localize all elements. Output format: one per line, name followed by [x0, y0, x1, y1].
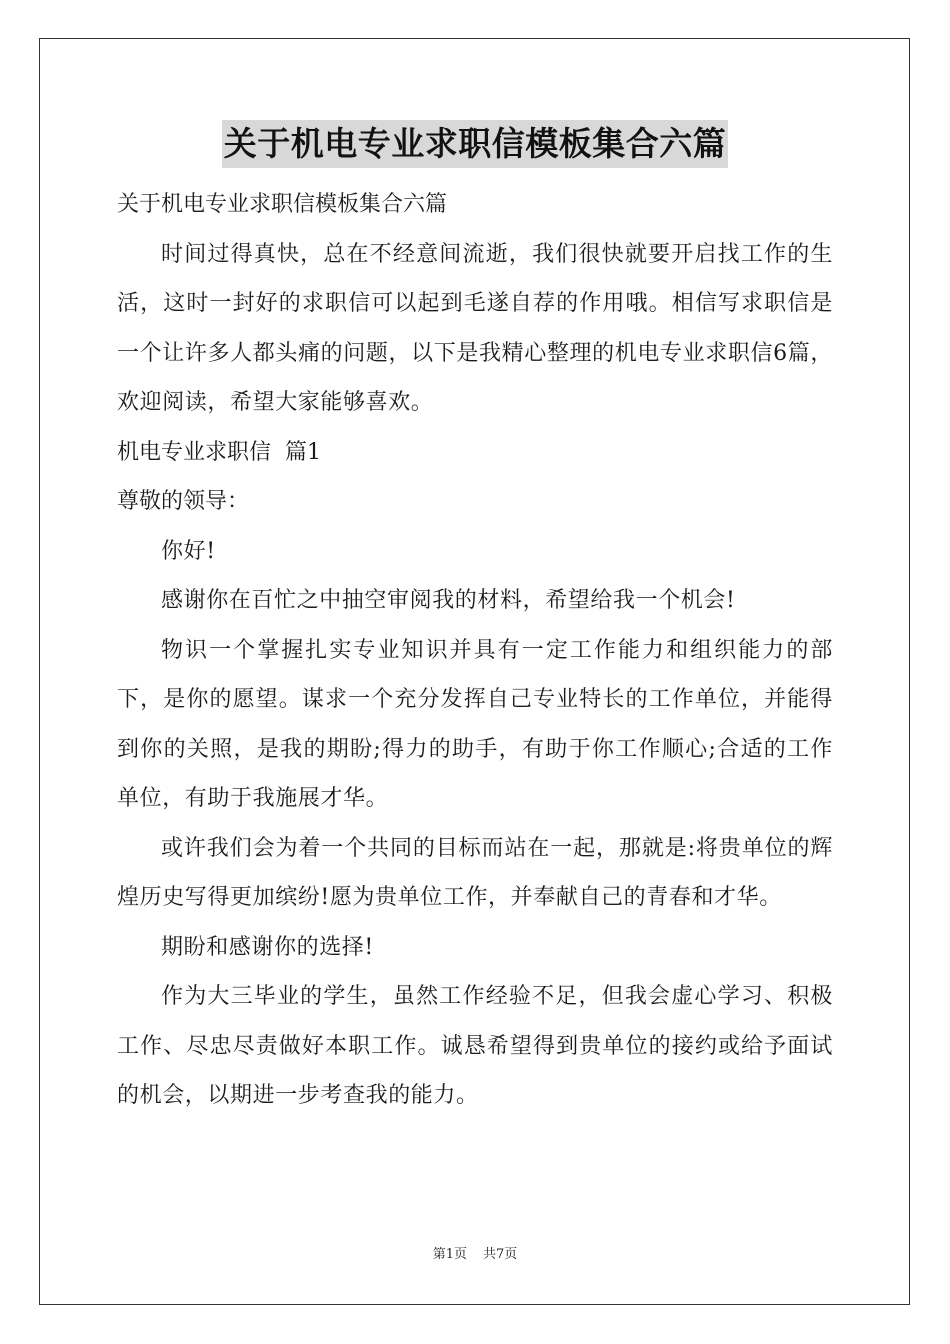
document-title: 关于机电专业求职信模板集合六篇	[222, 120, 729, 168]
page-footer	[0, 1246, 950, 1264]
document-subtitle: 关于机电专业求职信模板集合六篇	[117, 192, 448, 217]
page-number: 第1页	[432, 1247, 467, 1262]
body-paragraph-5: 期盼和感谢你的选择!	[161, 934, 374, 960]
section-heading: 机电专业求职信 篇1	[117, 439, 321, 465]
body-paragraph-2: 感谢你在百忙之中抽空审阅我的材料，希望给我一个机会!	[161, 588, 736, 613]
body-paragraph-6: 作为大三毕业的学生，虽然工作经验不足，但我会虚心学习、积极工作、尽忠尽责做好本职工作。诚恳希望得到贵单位的接约或给予面试的机会，以期进一步考查我的能力。	[117, 984, 833, 1108]
salutation: 尊敬的领导：	[117, 489, 250, 514]
page-total: 共7页	[483, 1247, 518, 1262]
intro-paragraph: 时间过得真快，总在不经意间流逝，我们很快就要开启找工作的生活，这时一封好的求职信可以起到毛遂自荐的作用哦。相信写求职信是一个让许多人都头痛的问题，以下是我精心整理的机电专业求职信6篇，欢迎阅读，希望大家能够喜欢。	[117, 241, 833, 415]
document-body	[117, 120, 833, 1121]
body-paragraph-4: 或许我们会为着一个共同的目标而站在一起，那就是:将贵单位的辉煌历史写得更加缤纷!愿为贵单位工作，并奉献自己的青春和才华。	[117, 835, 833, 910]
title-wrapper	[117, 120, 833, 170]
body-paragraph-1: 你好!	[161, 538, 216, 564]
body-paragraph-3: 物识一个掌握扎实专业知识并具有一定工作能力和组织能力的部下，是你的愿望。谋求一个充分发挥自己专业特长的工作单位，并能得到你的关照，是我的期盼;得力的助手，有助于你工作顺心;合适的工作单位，有助于我施展才华。	[117, 637, 833, 811]
